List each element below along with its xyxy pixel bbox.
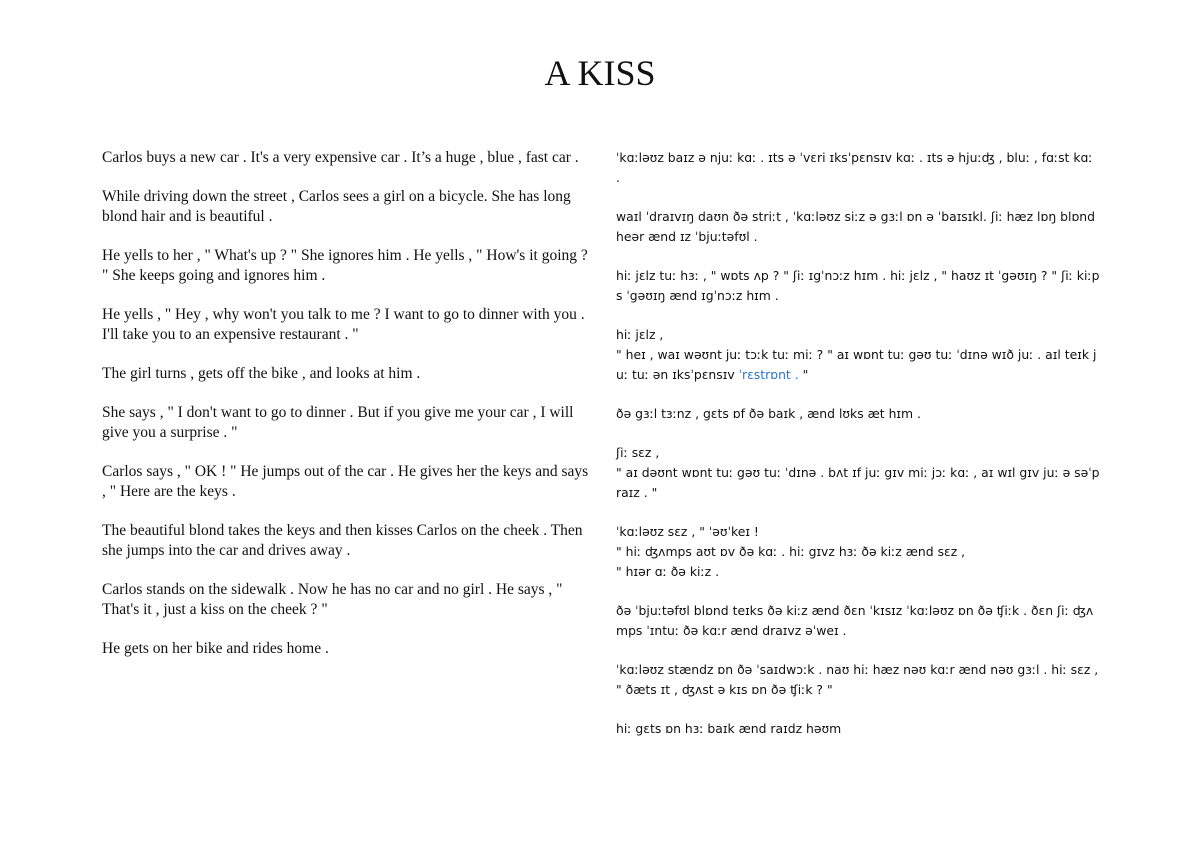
phonetic-paragraph: ˈkɑːləʊz sɛz , " ˈəʊˈkeɪ ! " hiː ʤʌmps aʊt ɒv ðə kɑː . hiː gɪvz hɜː ðə kiːz ænd sɛz , " hɪər ɑː ðə kiːz . (616, 524, 966, 579)
english-paragraph: The girl turns , gets off the bike , and looks at him . (102, 365, 421, 382)
phonetic-paragraph: hiː jɛlz tuː hɜː , " wɒts ʌp ? " ʃiː ɪgˈnɔːz hɪm . hiː jɛlz , " haʊz ɪt ˈgəʊɪŋ ? " ʃiː kiːps ˈgəʊɪŋ ænd ɪgˈnɔːz hɪm . (616, 268, 1100, 303)
phonetic-paragraph: ðə gɜːl tɜːnz , gɛts ɒf ðə baɪk , ænd lʊks æt hɪm . (616, 406, 921, 421)
phonetic-paragraph: ˈkɑːləʊz baɪz ə njuː kɑː . ɪts ə ˈvɛri ɪksˈpɛnsɪv kɑː . ɪts ə hjuːʤ , bluː , fɑːst kɑː . (616, 150, 1097, 185)
phonetic-text: hiː jɛlz , " heɪ , waɪ wəʊnt juː tɔːk tuː miː ? " aɪ wɒnt tuː gəʊ tuː ˈdɪnə wɪð juː . aɪl teɪk juː tuː ən ɪksˈpɛnsɪv (616, 327, 1097, 382)
english-paragraph: The beautiful blond takes the keys and then kisses Carlos on the cheek . Then she jumps into the car and drives away . (102, 522, 587, 559)
phonetic-text-column (616, 148, 1103, 758)
phonetic-paragraph: ˈkɑːləʊz stændz ɒn ðə ˈsaɪdwɔːk . naʊ hiː hæz nəʊ kɑːr ænd nəʊ gɜːl . hiː sɛz , " ðæts ɪt , ʤʌst ə kɪs ɒn ðə ʧiːk ? " (616, 662, 1103, 697)
phonetic-paragraph (616, 325, 1100, 385)
phonetic-paragraph: ʃiː sɛz , " aɪ dəʊnt wɒnt tuː gəʊ tuː ˈdɪnə . bʌt ɪf juː gɪv miː jɔː kɑː , aɪ wɪl gɪv juː ə səˈpraɪz . " (616, 445, 1100, 500)
hyperlink-restaurant[interactable]: ˈrɛstrɒnt . (738, 367, 799, 382)
page-title: A KISS (544, 53, 656, 93)
english-paragraph: Carlos buys a new car . It's a very expensive car . It’s a huge , blue , fast car . (102, 149, 579, 166)
phonetic-paragraph: ðə ˈbjuːtəfʊl blɒnd teɪks ðə kiːz ænd ðɛn ˈkɪsɪz ˈkɑːləʊz ɒn ðə ʧiːk . ðɛn ʃiː ʤʌmps ˈɪntuː ðə kɑːr ænd draɪvz əˈweɪ . (616, 603, 1094, 638)
english-paragraph: He gets on her bike and rides home . (102, 640, 329, 657)
english-paragraph: She says , " I don't want to go to dinner . But if you give me your car , I will give you a surprise . " (102, 404, 578, 441)
english-paragraph: Carlos says , " OK ! " He jumps out of the car . He gives her the keys and says , " Here are the keys . (102, 463, 593, 500)
phonetic-paragraph: hiː gɛts ɒn hɜː baɪk ænd raɪdz həʊm (616, 721, 842, 736)
english-text-column (102, 148, 592, 678)
english-paragraph: He yells to her , " What's up ? " She ignores him . He yells , " How's it going ? " She keeps going and ignores him . (102, 247, 592, 284)
phonetic-text: " (798, 367, 809, 382)
phonetic-paragraph: waɪl ˈdraɪvɪŋ daʊn ðə striːt , ˈkɑːləʊz siːz ə gɜːl ɒn ə ˈbaɪsɪkl. ʃiː hæz lɒŋ blɒnd heər ænd ɪz ˈbjuːtəfʊl . (616, 209, 1099, 244)
english-paragraph: While driving down the street , Carlos sees a girl on a bicycle. She has long blond hair and is beautiful . (102, 188, 575, 225)
english-paragraph: Carlos stands on the sidewalk . Now he has no car and no girl . He says , " That's it , just a kiss on the cheek ? " (102, 581, 567, 618)
english-paragraph: He yells , " Hey , why won't you talk to me ? I want to go to dinner with you . I'll take you to an expensive restaurant . " (102, 306, 589, 343)
